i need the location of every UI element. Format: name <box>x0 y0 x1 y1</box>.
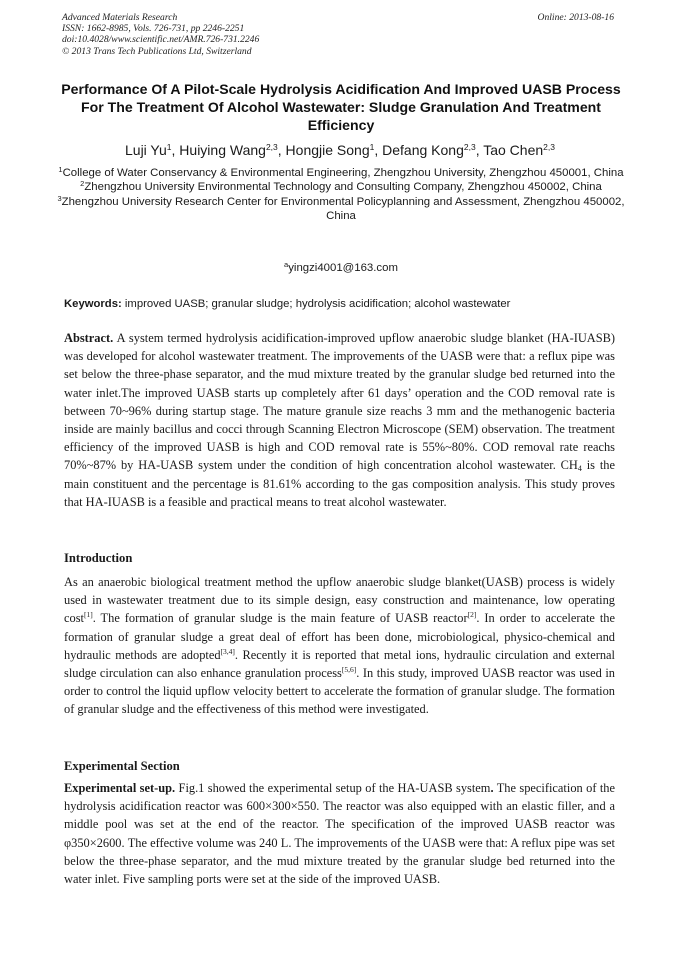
author: Hongjie Song$^1$, <box>285 142 383 158</box>
section-heading-introduction: Introduction <box>64 551 133 565</box>
affiliation-3: $^3$Zhengzhou University Research Center for Environmental Policyplanning and Assessment, Zhengzhou 450002, China <box>57 193 625 222</box>
online-date: Online: 2013-08-16 <box>537 12 614 23</box>
abstract-label: Abstract. <box>64 331 114 345</box>
citation[interactable]: [2] <box>467 610 477 620</box>
citation[interactable]: [5,6] <box>341 665 357 675</box>
affiliations <box>56 166 626 223</box>
section-heading-experimental: Experimental Section <box>64 759 180 773</box>
keywords-label: Keywords: <box>64 298 122 310</box>
affiliation-1: $^1$College of Water Conservancy & Environmental Engineering, Zhengzhou University, Zhengzhou 450001, China <box>58 165 624 179</box>
author: Defang Kong$^{2,3}$, <box>382 142 484 158</box>
author-list <box>40 141 640 159</box>
citation[interactable]: [1] <box>83 610 93 620</box>
author: Huiying Wang$^{2,3}$, <box>179 142 286 158</box>
doi-line: doi:10.4028/www.scientific.net/AMR.726-731.2246 <box>62 34 260 46</box>
subsection-label: Experimental set-up. <box>64 781 176 795</box>
abstract: Abstract. A system termed hydrolysis acidification-improved upflow anaerobic sludge blanket (HA-IUASB) was developed for alcohol wastewater treatment. The improvements of the UASB were that: a reflux pipe was set below the three-phase separator, and the mud mixture treated by the granular sludge bed returned into the water inlet.The improved UASB starts up completely after 61 days’ operation and the COD removal rate is between 70~96% during startup stage. The mature granule size reachs 3 mm and the methanogenic bacteria inside are mainly bacillus and cocci through Scanning Electron Microscope (SEM) observation. The treatment efficiency of the improved UASB is high and COD removal rate is 55%~80%. COD removal rate reachs 70%~87% by HA-UASB system under the condition of high concentration alcohol wastewater. $CH_4$ is the main constituent and the percentage is 81.61% according to the gas composition analysis. This study proves that HA-IUASB is a feasible and practical means to treat alcohol wastewater. <box>64 331 615 509</box>
journal-name: Advanced Materials Research <box>62 12 178 23</box>
keywords-text: improved UASB; granular sludge; hydrolysis acidification; alcohol wastewater <box>124 298 511 310</box>
paper-title: Performance Of A Pilot-Scale Hydrolysis Acidification And Improved UASB Process For The Treatment Of Alcohol Wastewater: Sludge Granulation And Treatment Efficiency <box>61 81 621 133</box>
author: Tao Chen$^{2,3}$ <box>483 142 555 158</box>
introduction-paragraph: As an anaerobic biological treatment method the upflow anaerobic sludge blanket(UASB) process is widely used in wastewater treatment due to its simple design, easy construction and maintenance, low operating cost[1]. The formation of granular sludge is the main feature of UASB reactor[2]. In order to accelerate the formation of granular sludge a great deal of effort has been done, microbiological, physico-chemical and hydraulic methods are adopted[3,4]. Recently it is reported that metal ions, hydraulic circulation and external sludge circulation can also enhance granulation process[5,6]. In this study, improved UASB reactor was used in order to control the liquid upflow velocity bettert to accelerate the formation of granular sludge. The formation of granular sludge and the effectiveness of this method were investigated. <box>64 575 616 717</box>
copyright-line: © 2013 Trans Tech Publications Ltd, Switzerland <box>62 45 252 57</box>
keywords <box>64 297 620 311</box>
citation[interactable]: [3,4] <box>220 646 235 656</box>
affiliation-2: $^2$Zhengzhou University Environmental Technology and Consulting Company, Zhengzhou 450002, China <box>80 179 602 194</box>
corresponding-email[interactable]: $^a$yingzi4001@163.com <box>284 260 398 274</box>
experimental-paragraph: Experimental set-up. Fig.1 showed the experimental setup of the HA-UASB system. The specification of the hydrolysis acidification reactor was 600×300×550. The reactor was also equipped with an elastic filler, and a middle pool was set at the end of the reactor. The specification of the improved UASB reactor was φ350×2600. The effective volume was 240 L. The improvements of the UASB were that: A reflux pipe was set below the three-phase separator, and the mud mixture treated by the granular sludge bed returned into the water inlet. Five sampling ports were set at the side of the improved UASB. <box>64 781 615 887</box>
author: Luji Yu$^1$, <box>125 142 180 158</box>
journal-header <box>62 12 618 57</box>
issn-line: ISSN: 1662-8985, Vols. 726-731, pp 2246-2251 <box>62 23 245 35</box>
